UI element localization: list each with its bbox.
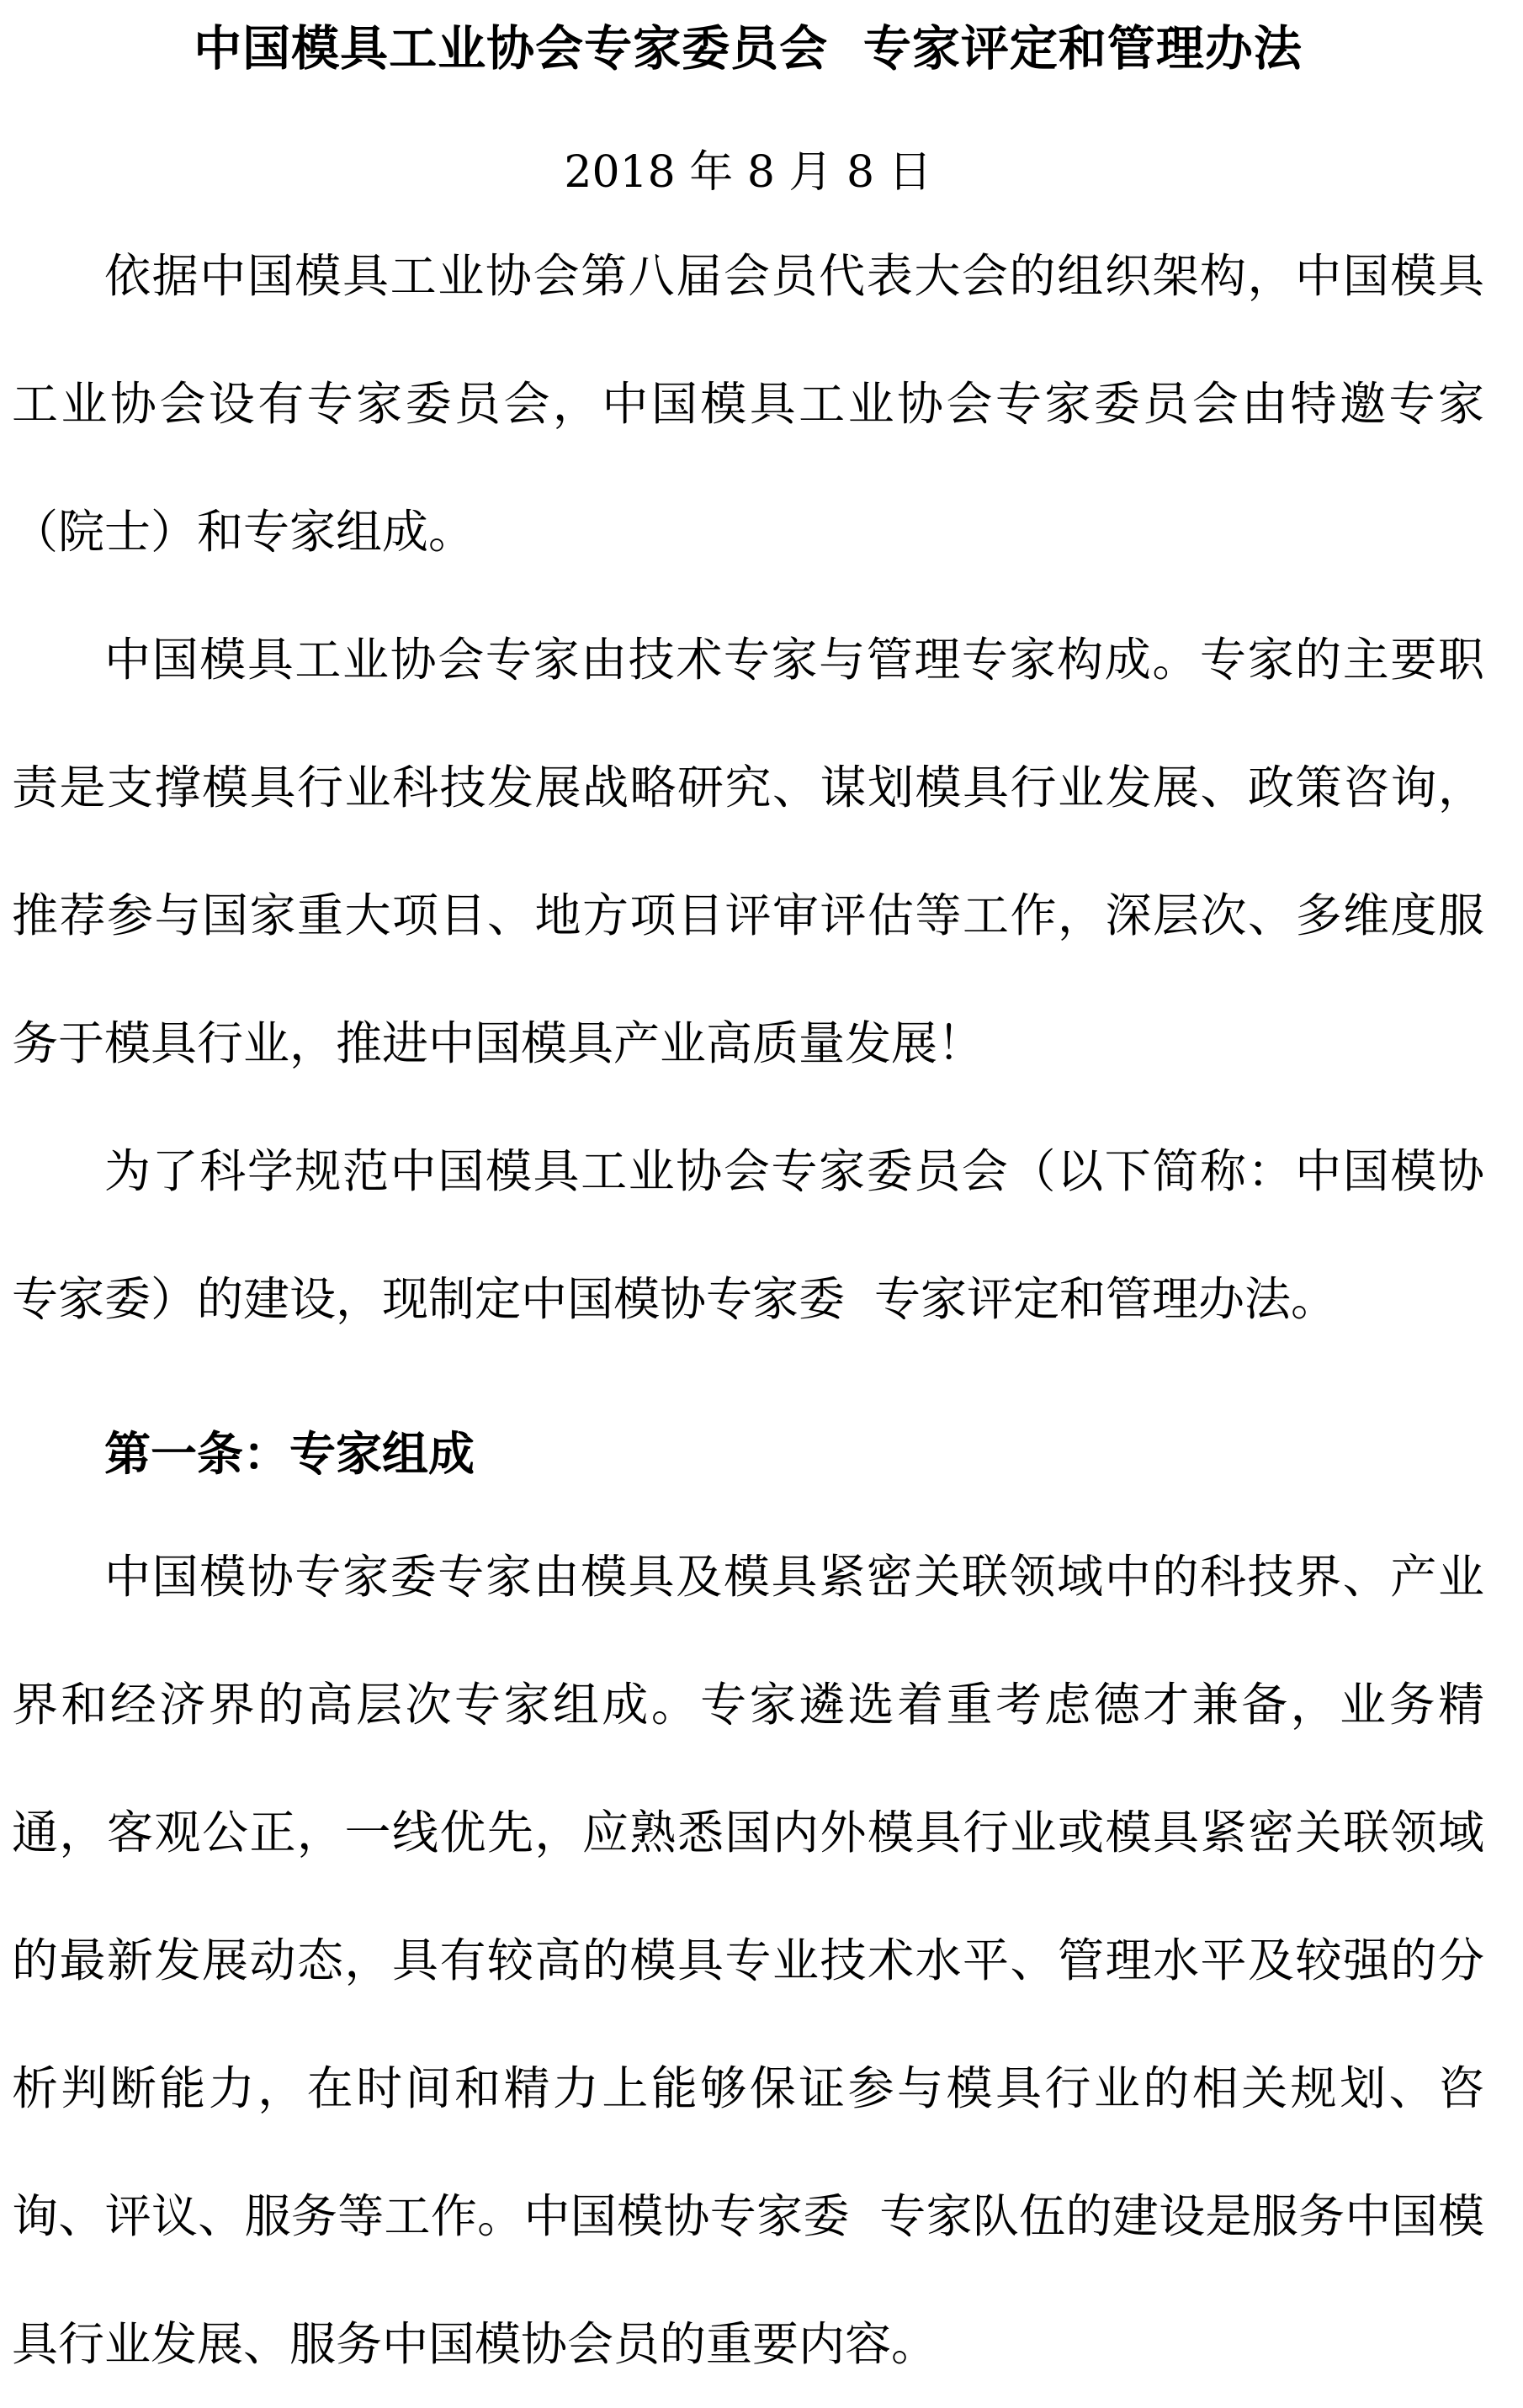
document-date: 2018 年 8 月 8 日	[564, 147, 932, 198]
intro-paragraph-2: 中国模具工业协会专家由技术专家与管理专家构成。专家的主要职责是支撑模具行业科技发展战略研究、谋划模具行业发展、政策咨询，推荐参与国家重大项目、地方项目评审评估等工作，深层次、多维度服务于模具行业，推进中国模具产业高质量发展！	[12, 633, 1484, 1070]
intro-paragraph-3: 为了科学规范中国模具工业协会专家委员会（以下简称：中国模协专家委）的建设，现制定中国模协专家委 专家评定和管理办法。	[12, 1144, 1484, 1326]
document-title: 中国模具工业协会专家委员会 专家评定和管理办法	[194, 20, 1303, 77]
section-heading-1: 第一条：专家组成	[104, 1426, 475, 1481]
intro-paragraph-1: 依据中国模具工业协会第八届会员代表大会的组织架构，中国模具工业协会设有专家委员会，中国模具工业协会专家委员会由特邀专家（院士）和专家组成。	[12, 249, 1484, 559]
section-paragraph-1: 中国模协专家委专家由模具及模具紧密关联领域中的科技界、产业界和经济界的高层次专家组成。专家遴选着重考虑德才兼备，业务精通，客观公正，一线优先，应熟悉国内外模具行业或模具紧密关联领域的最新发展动态，具有较高的模具专业技术水平、管理水平及较强的分析判断能力，在时间和精力上能够保证参与模具行业的相关规划、咨询、评议、服务等工作。中国模协专家委 专家队伍的建设是服务中国模具行业发展、服务中国模协会员的重要内容。	[12, 1550, 1484, 2371]
